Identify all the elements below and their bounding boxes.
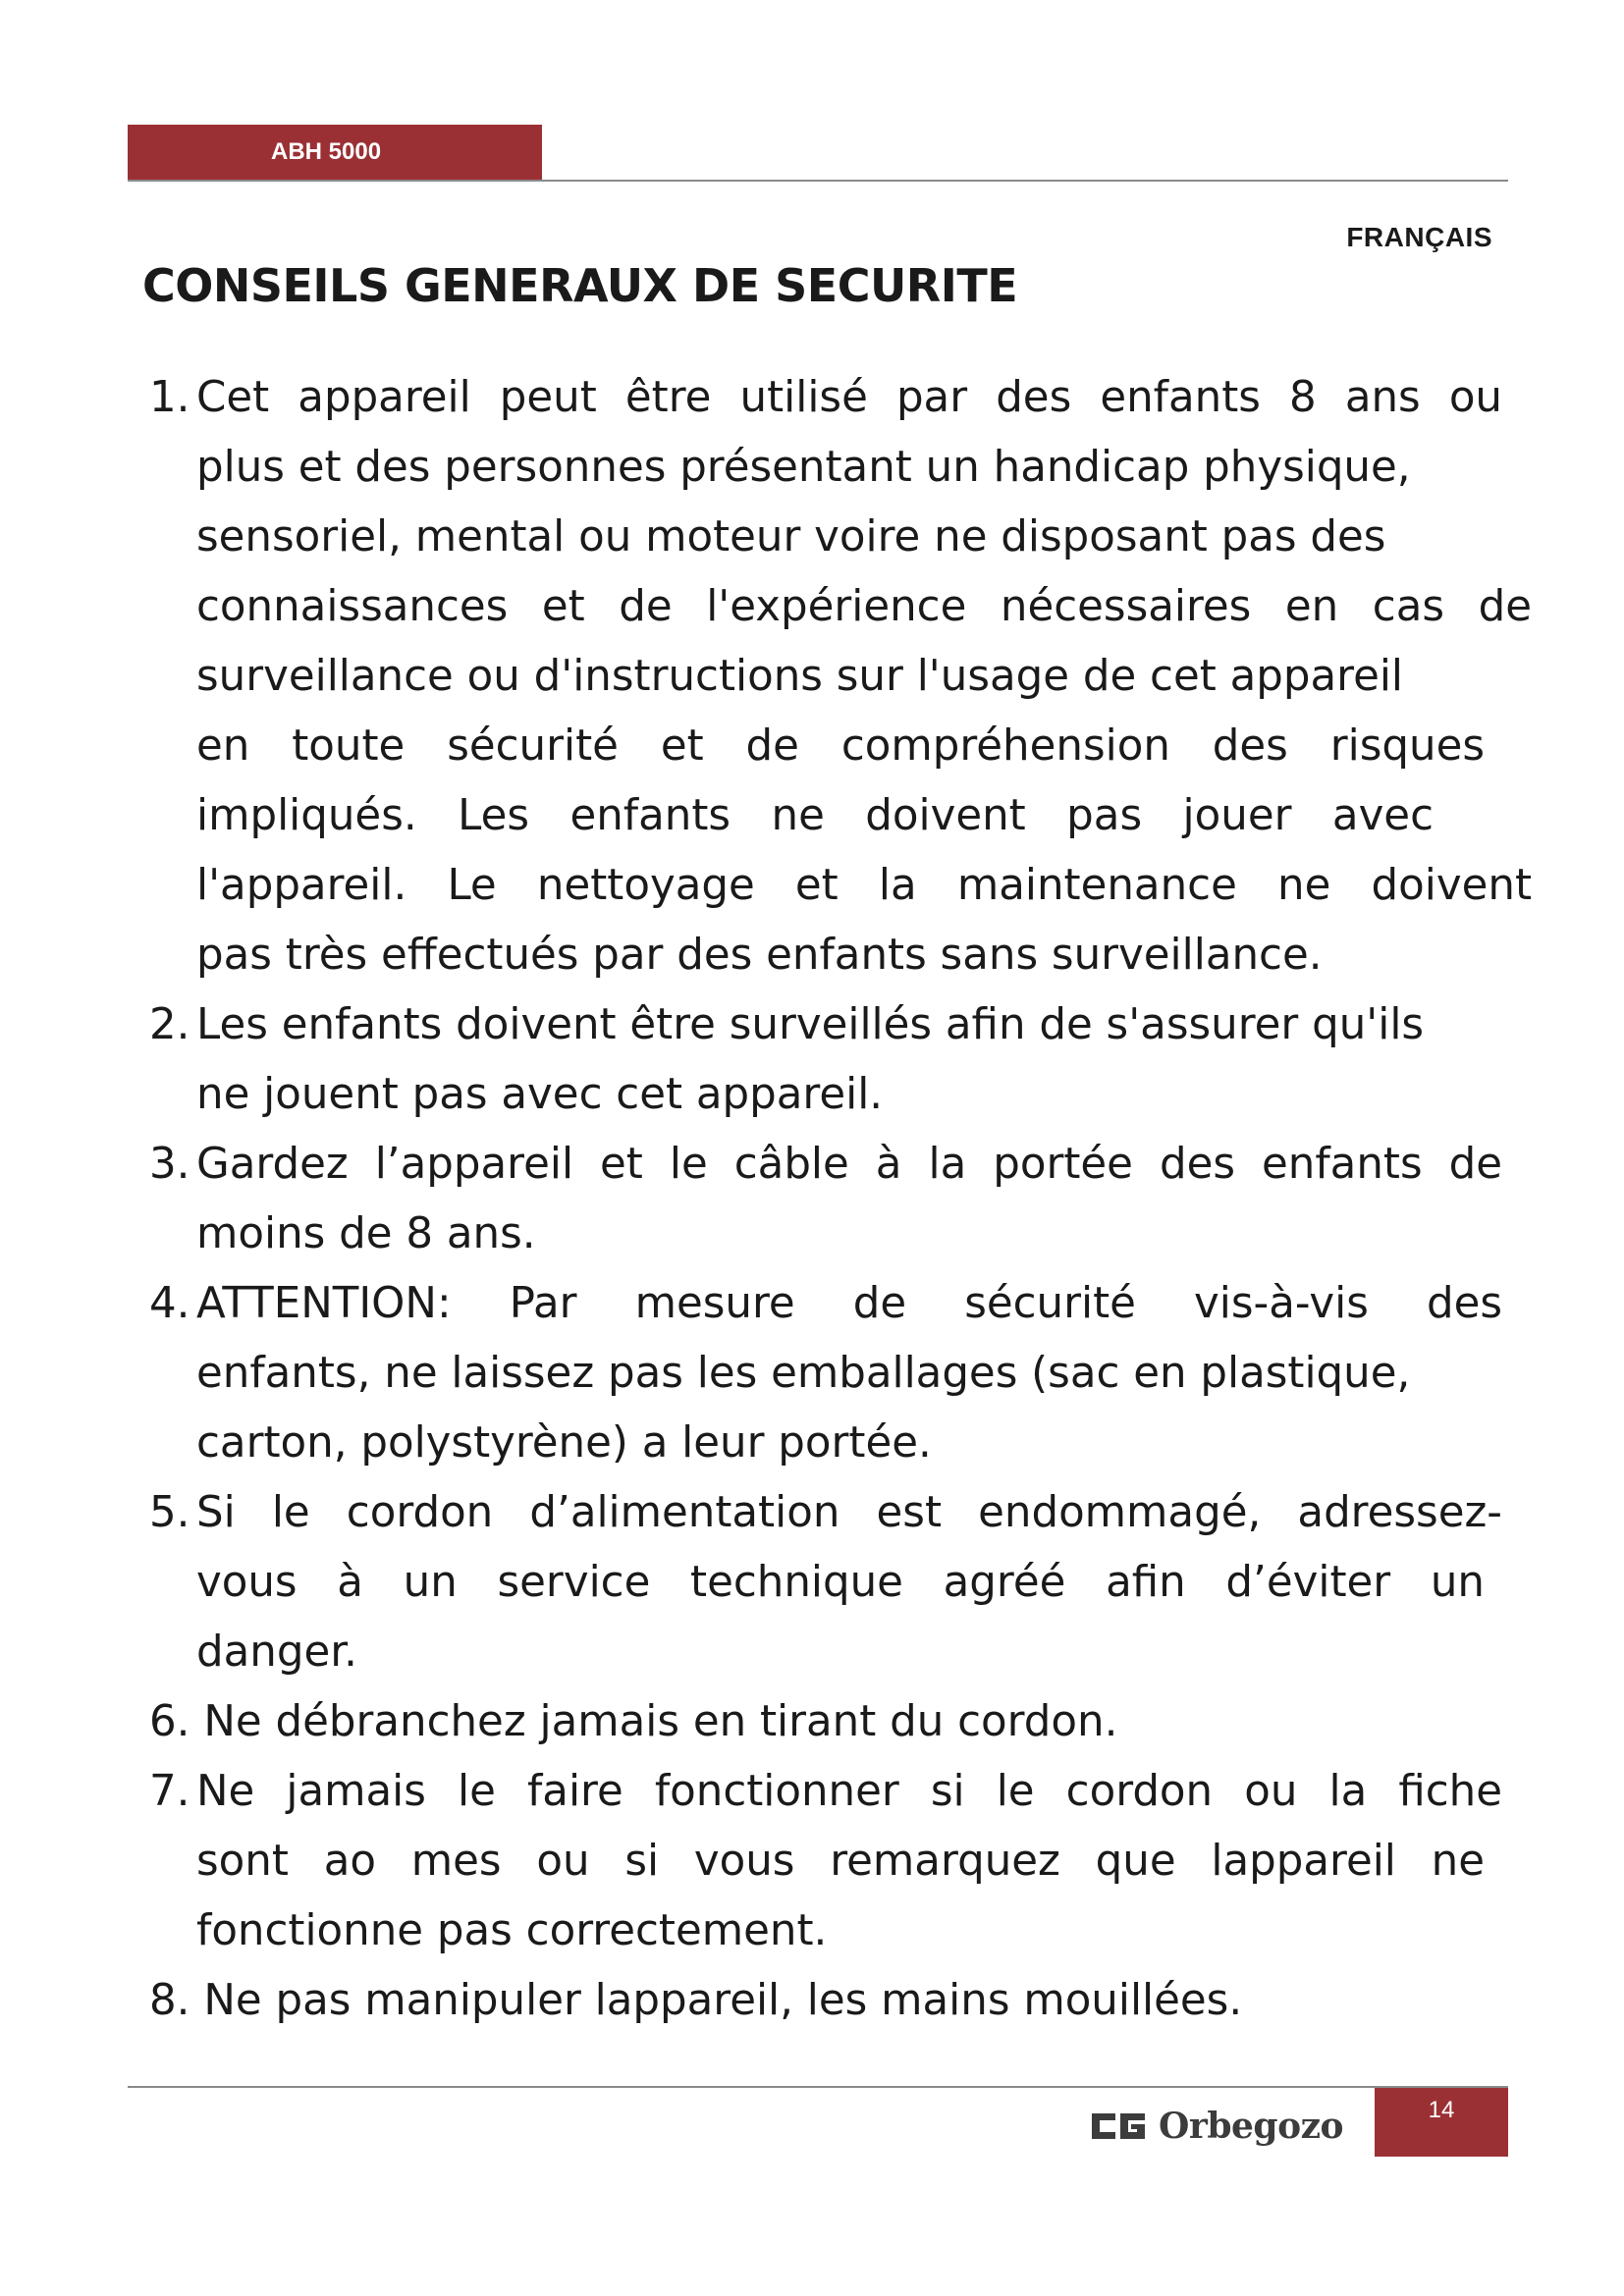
header-divider [128, 180, 1508, 182]
page-number-box [1375, 2088, 1508, 2157]
item-line: en toute sécurité et de compréhension des risques [196, 721, 1485, 771]
item-text: Ne débranchez jamais en tirant du cordon. [203, 1697, 1118, 1746]
item-number: 8. [149, 1976, 190, 2025]
item-line: ne jouent pas avec cet appareil. [196, 1070, 884, 1119]
item-number: 1. [149, 373, 190, 422]
item-line: vous à un service technique agréé afin d’éviter un [196, 1558, 1485, 1607]
list-item-4 [149, 1269, 1534, 1478]
list-item-6 [149, 1687, 1534, 1757]
item-line: moins de 8 ans. [196, 1209, 536, 1258]
item-number: 2. [149, 1000, 190, 1049]
language-label: FRANÇAIS [1346, 222, 1492, 252]
item-line: impliqués. Les enfants ne doivent pas jouer avec [196, 791, 1434, 840]
item-line: ATTENTION: Par mesure de sécurité vis-à-vis des [196, 1279, 1502, 1328]
item-number: 3. [149, 1140, 190, 1189]
item-line: sensoriel, mental ou moteur voire ne disposant pas des [196, 512, 1386, 561]
item-line: l'appareil. Le nettoyage et la maintenance ne doivent [196, 861, 1532, 910]
item-line: fonctionne pas correctement. [196, 1906, 828, 1955]
item-line: connaissances et de l'expérience nécessaires en cas de [196, 582, 1532, 631]
item-text: Ne pas manipuler lappareil, les mains mouillées. [203, 1976, 1243, 2025]
item-line: sont ao mes ou si vous remarquez que lappareil ne [196, 1837, 1485, 1886]
list-item-3 [149, 1130, 1534, 1269]
brand-logo [1092, 2097, 1343, 2156]
brand-name: Orbegozo [1159, 2106, 1344, 2147]
page-number: 14 [1428, 2097, 1455, 2123]
item-line: Gardez l’appareil et le câble à la portée des enfants de [196, 1140, 1502, 1189]
list-item-7 [149, 1757, 1534, 1966]
safety-list [149, 363, 1534, 2036]
list-item-2 [149, 990, 1534, 1130]
item-number: 6. [149, 1697, 190, 1746]
item-number: 5. [149, 1488, 190, 1537]
page-title: CONSEILS GENERAUX DE SECURITE [142, 259, 1018, 312]
item-line: enfants, ne laissez pas les emballages (sac en plastique, [196, 1349, 1411, 1398]
list-item-8 [149, 1966, 1534, 2036]
footer-divider [128, 2086, 1508, 2088]
model-label: ABH 5000 [271, 138, 382, 165]
item-line: Si le cordon d’alimentation est endommagé, adressez- [196, 1488, 1502, 1537]
item-line: danger. [196, 1628, 357, 1677]
list-item-1 [149, 363, 1534, 990]
item-number: 7. [149, 1767, 190, 1816]
item-line: Les enfants doivent être surveillés afin de s'assurer qu'ils [196, 1000, 1425, 1049]
item-line [149, 1966, 1534, 2036]
item-line: pas très effectués par des enfants sans surveillance. [196, 931, 1323, 980]
model-tab [128, 125, 542, 180]
item-line: surveillance ou d'instructions sur l'usage de cet appareil [196, 652, 1404, 701]
item-line: plus et des personnes présentant un handicap physique, [196, 443, 1411, 492]
item-line: Ne jamais le faire fonctionner si le cordon ou la fiche [196, 1767, 1502, 1816]
list-item-5 [149, 1478, 1534, 1687]
item-line: Cet appareil peut être utilisé par des enfants 8 ans ou [196, 373, 1502, 422]
brand-mark-icon [1092, 2111, 1145, 2141]
item-line: carton, polystyrène) a leur portée. [196, 1418, 932, 1468]
item-number: 4. [149, 1279, 190, 1328]
item-line [149, 1687, 1534, 1757]
